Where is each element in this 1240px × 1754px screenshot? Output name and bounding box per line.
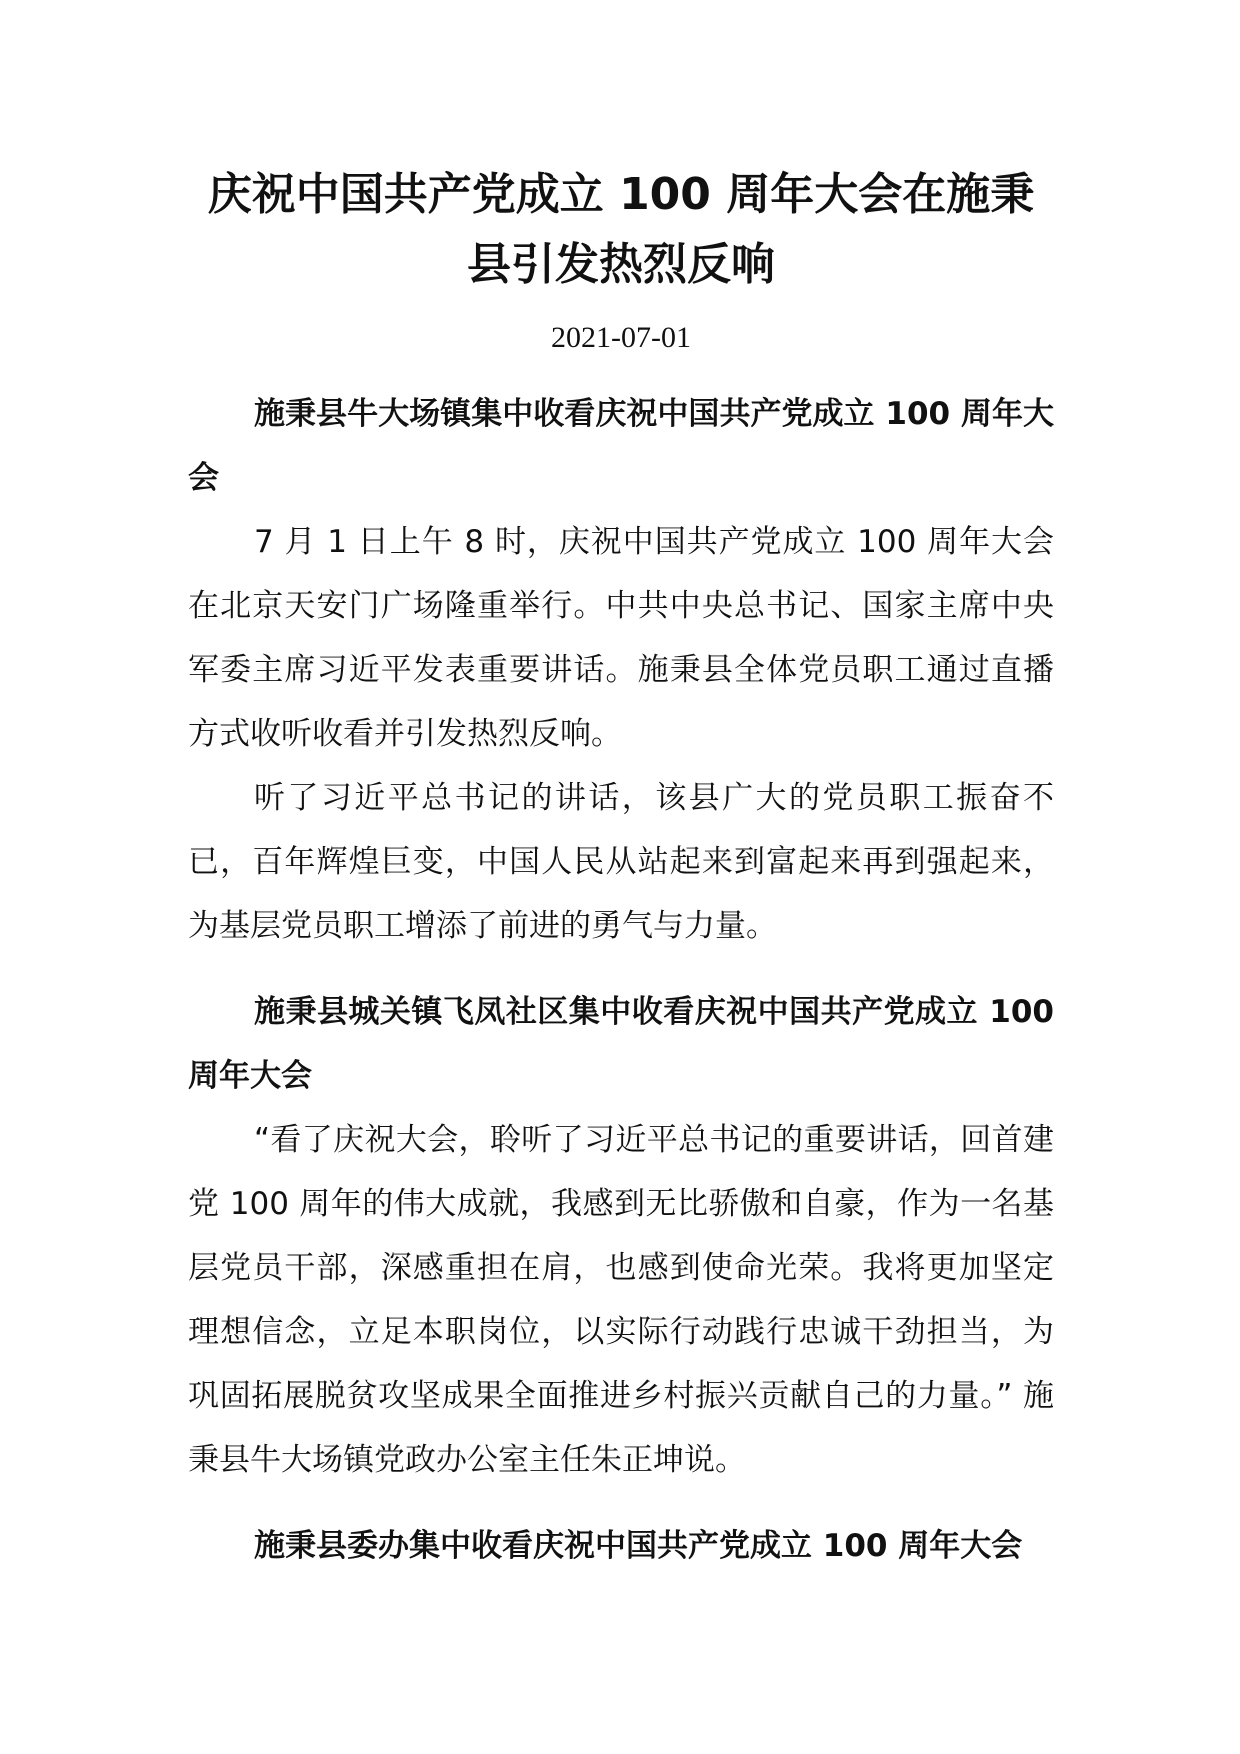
body-paragraph: 听了习近平总书记的讲话，该县广大的党员职工振奋不已，百年辉煌巨变，中国人民从站起来到富起来再到强起来，为基层党员职工增添了前进的勇气与力量。 [188,780,1054,944]
publish-date: 2021-07-01 [551,321,691,354]
body-paragraph: “看了庆祝大会，聆听了习近平总书记的重要讲话，回首建党 100 周年的伟大成就，我感到无比骄傲和自豪，作为一名基层党员干部，深感重担在肩，也感到使命光荣。我将更加坚定理想信念，立足本职岗位，以实际行动践行忠诚干劲担当，为巩固拓展脱贫攻坚成果全面推进乡村振兴贡献自己的力量。” 施秉县牛大场镇党政办公室主任朱正坤说。 [188,1122,1054,1478]
title-line-2: 县引发热烈反响 [467,239,775,290]
body-paragraph: 7 月 1 日上午 8 时，庆祝中国共产党成立 100 周年大会在北京天安门广场隆重举行。中共中央总书记、国家主席中央军委主席习近平发表重要讲话。施秉县全体党员职工通过直播方式收听收看并引发热烈反响。 [188,524,1054,752]
section-heading: 施秉县委办集中收看庆祝中国共产党成立 100 周年大会 [254,1528,1023,1564]
section-heading: 施秉县牛大场镇集中收看庆祝中国共产党成立 100 周年大会 [188,396,1054,496]
section-heading: 施秉县城关镇飞凤社区集中收看庆祝中国共产党成立 100 周年大会 [188,994,1054,1094]
document-title [188,160,1054,300]
document-body [188,160,1054,1578]
title-line-1: 庆祝中国共产党成立 100 周年大会在施秉 [207,169,1035,220]
